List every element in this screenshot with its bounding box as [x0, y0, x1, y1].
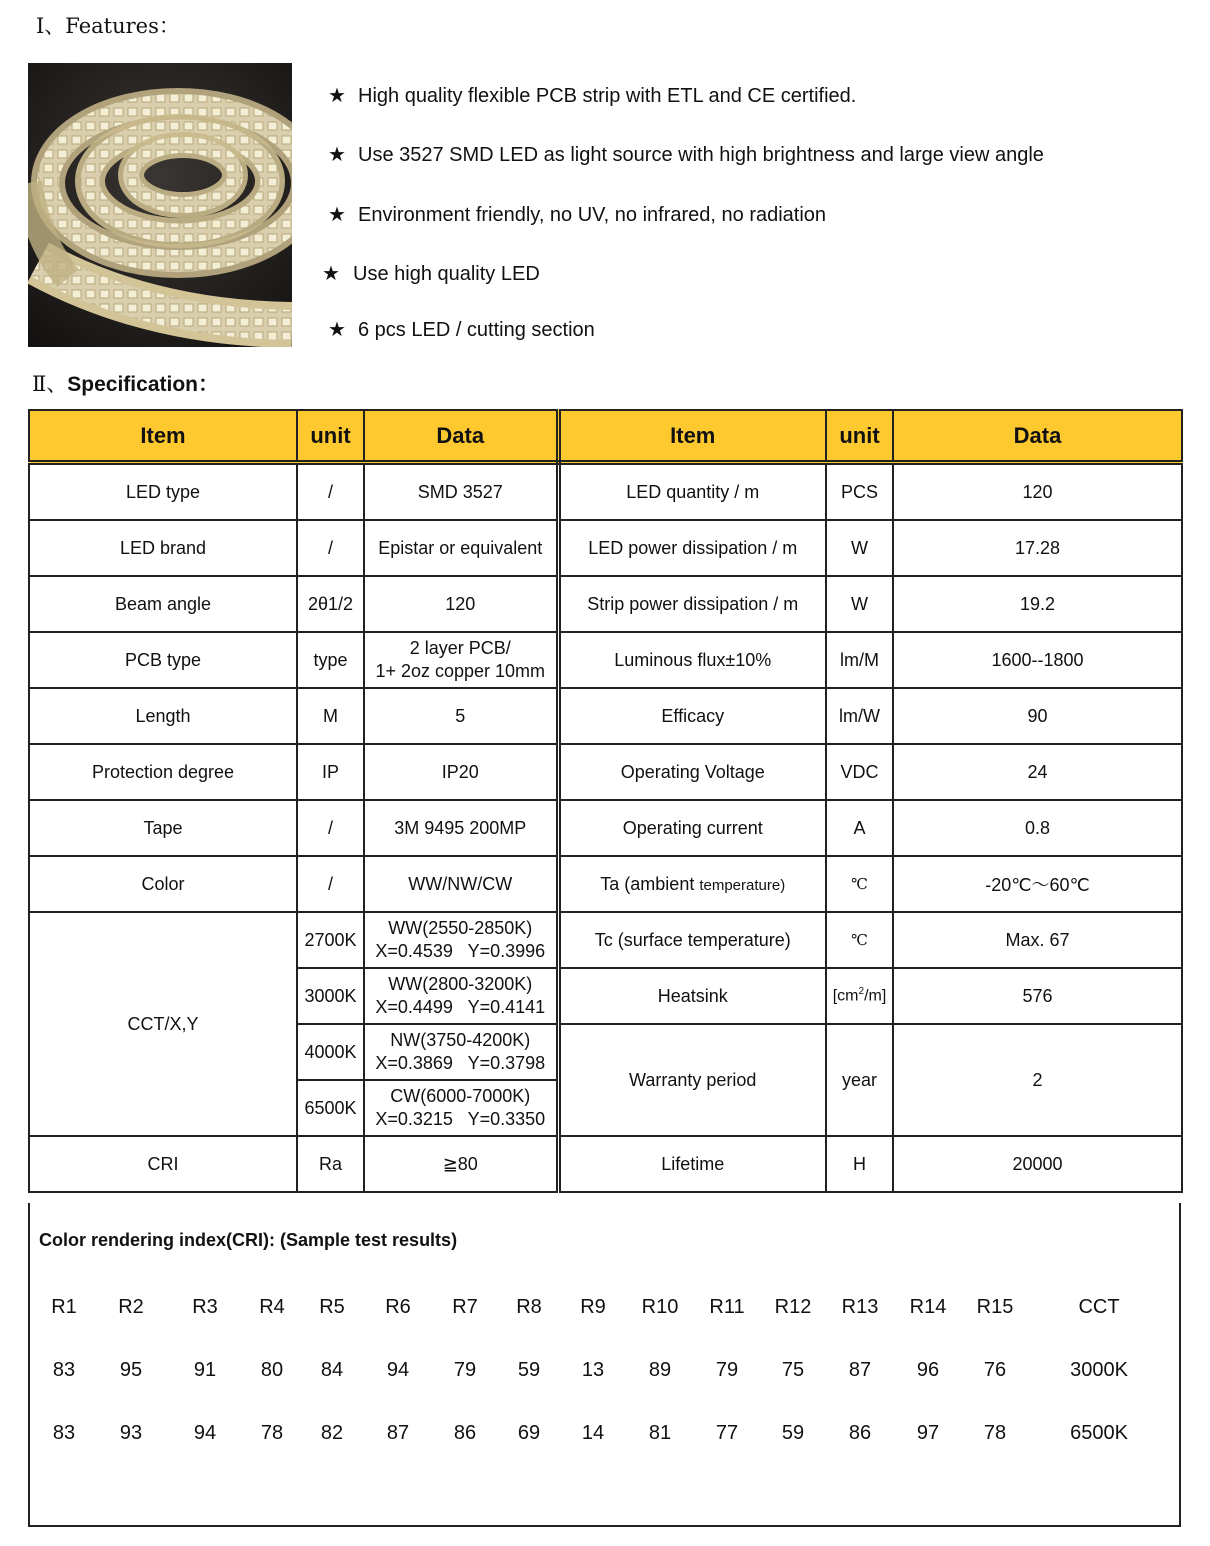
table-row — [29, 463, 1182, 521]
cell-unit: / — [297, 463, 364, 521]
cri-value-cell: 96 — [916, 1359, 940, 1381]
cell-data: 120 — [364, 576, 558, 632]
cell-item: PCB type — [29, 632, 297, 688]
cell-data-line: WW(2800-3200K) — [388, 974, 533, 994]
cri-value-cell: 89 — [648, 1359, 672, 1381]
feature-item — [328, 202, 826, 227]
cell-data: 5 — [364, 688, 558, 744]
cri-header-cell: R13 — [841, 1296, 879, 1318]
cri-value-cell: 13 — [581, 1359, 605, 1381]
cri-value-cell: 95 — [119, 1359, 143, 1381]
cell-data: 20000 — [893, 1136, 1182, 1192]
section-numeral: Ⅱ、 — [32, 372, 68, 396]
cell-unit: PCS — [826, 463, 893, 521]
section-title: Features： — [65, 14, 180, 38]
cell-unit: W — [826, 576, 893, 632]
unit-superscript: 2 — [858, 986, 865, 998]
cell-data: 24 — [893, 744, 1182, 800]
cri-header-cell: R5 — [319, 1296, 345, 1318]
cri-value-cell: 81 — [648, 1422, 672, 1444]
cell-data: 1600--1800 — [893, 632, 1182, 688]
unit-text: /m] — [864, 987, 887, 1005]
cell-item: LED quantity / m — [558, 463, 826, 521]
cell-unit: 3000K — [297, 968, 364, 1024]
cell-data — [364, 632, 558, 688]
cell-unit: H — [826, 1136, 893, 1192]
cell-unit: ℃ — [826, 912, 893, 968]
cell-data-line: X=0.4499 Y=0.4141 — [375, 997, 546, 1017]
cri-value-cell: 93 — [119, 1422, 143, 1444]
cell-unit: 6500K — [297, 1080, 364, 1136]
feature-item — [328, 83, 856, 108]
cri-header-cell: R7 — [452, 1296, 478, 1318]
cell-data: 576 — [893, 968, 1182, 1024]
cell-unit: 2θ1/2 — [297, 576, 364, 632]
cri-header-cell: CCT — [1078, 1296, 1120, 1318]
cell-unit: 4000K — [297, 1024, 364, 1080]
cell-item: Warranty period — [558, 1024, 826, 1136]
table-row — [29, 856, 1182, 912]
cell-data — [364, 968, 558, 1024]
cri-header-cell: R6 — [385, 1296, 411, 1318]
star-icon: ★ — [328, 319, 346, 341]
cri-value-cell: 83 — [52, 1422, 76, 1444]
cell-data-line: CW(6000-7000K) — [390, 1086, 531, 1106]
table-header-row — [29, 410, 1182, 463]
cri-value-cell: 6500K — [1070, 1422, 1128, 1444]
cell-data: 0.8 — [893, 800, 1182, 856]
cell-data: WW/NW/CW — [364, 856, 558, 912]
cri-header-cell: R10 — [641, 1296, 679, 1318]
feature-item — [322, 261, 540, 286]
cri-value-cell: 94 — [386, 1359, 410, 1381]
cri-value-cell: 87 — [386, 1422, 410, 1444]
cell-item: LED brand — [29, 520, 297, 576]
header-unit: unit — [297, 410, 364, 463]
cell-item: Tape — [29, 800, 297, 856]
cell-item: Luminous flux±10% — [558, 632, 826, 688]
header-item: Item — [558, 410, 826, 463]
led-strip-photo — [28, 63, 292, 347]
cell-data-line: X=0.4539 Y=0.3996 — [375, 941, 546, 961]
cri-value-cell: 97 — [916, 1422, 940, 1444]
cell-data — [364, 1024, 558, 1080]
cell-data: 90 — [893, 688, 1182, 744]
table-row — [29, 1136, 1182, 1192]
cri-value-cell: 94 — [193, 1422, 217, 1444]
table-row — [29, 520, 1182, 576]
header-data: Data — [893, 410, 1182, 463]
star-icon: ★ — [328, 144, 346, 166]
table-row — [29, 800, 1182, 856]
header-data: Data — [364, 410, 558, 463]
cell-data: ≧80 — [364, 1136, 558, 1192]
cri-value-cell: 86 — [848, 1422, 872, 1444]
cri-value-cell: 75 — [781, 1359, 805, 1381]
cri-value-cell: 91 — [193, 1359, 217, 1381]
cell-unit: year — [826, 1024, 893, 1136]
feature-item — [328, 142, 1044, 167]
cell-data-line: X=0.3869 Y=0.3798 — [375, 1053, 546, 1073]
cell-data: 2 — [893, 1024, 1182, 1136]
cell-item-text: Ta (ambient — [600, 873, 700, 894]
cri-value-cell: 82 — [320, 1422, 344, 1444]
cell-item: LED type — [29, 463, 297, 521]
feature-item — [328, 317, 595, 342]
cri-header-cell: R15 — [976, 1296, 1014, 1318]
cri-header-cell: R3 — [192, 1296, 218, 1318]
cell-data-line: NW(3750-4200K) — [390, 1030, 531, 1050]
cell-unit: IP — [297, 744, 364, 800]
cell-item: Heatsink — [558, 968, 826, 1024]
cell-item-small-text: temperature) — [699, 876, 786, 894]
cell-data: 19.2 — [893, 576, 1182, 632]
header-unit: unit — [826, 410, 893, 463]
cell-data: 17.28 — [893, 520, 1182, 576]
cell-data: 120 — [893, 463, 1182, 521]
cell-item: Protection degree — [29, 744, 297, 800]
cell-item: Tc (surface temperature) — [558, 912, 826, 968]
cell-data: SMD 3527 — [364, 463, 558, 521]
cri-value-cell: 79 — [453, 1359, 477, 1381]
cell-unit: Ra — [297, 1136, 364, 1192]
cell-data: 3M 9495 200MP — [364, 800, 558, 856]
unit-text: [cm — [832, 987, 859, 1005]
cell-unit: / — [297, 520, 364, 576]
feature-text: High quality flexible PCB strip with ETL and CE certified. — [358, 85, 857, 107]
star-icon: ★ — [322, 263, 340, 285]
cell-item: Strip power dissipation / m — [558, 576, 826, 632]
specification-table — [28, 409, 1183, 1193]
cri-value-cell: 76 — [983, 1359, 1007, 1381]
cri-value-cell: 59 — [517, 1359, 541, 1381]
cell-data: IP20 — [364, 744, 558, 800]
cell-data: Max. 67 — [893, 912, 1182, 968]
cell-item: Operating Voltage — [558, 744, 826, 800]
cell-item: Beam angle — [29, 576, 297, 632]
cri-value-cell: 84 — [320, 1359, 344, 1381]
feature-text: Use 3527 SMD LED as light source with high brightness and large view angle — [358, 144, 1044, 166]
cri-value-cell: 59 — [781, 1422, 805, 1444]
cell-data-line: 2 layer PCB/ — [409, 638, 511, 658]
cell-unit: 2700K — [297, 912, 364, 968]
cri-results-box — [28, 1203, 1181, 1527]
section-features-heading — [36, 10, 180, 40]
cell-item — [558, 856, 826, 912]
cell-data: -20℃～60℃ — [893, 856, 1182, 912]
cell-unit: / — [297, 856, 364, 912]
section-title: Specification： — [67, 373, 219, 396]
cell-item: Operating current — [558, 800, 826, 856]
cell-unit: W — [826, 520, 893, 576]
cell-unit: type — [297, 632, 364, 688]
cell-unit — [826, 968, 893, 1024]
cri-header-cell: R2 — [118, 1296, 144, 1318]
cell-data-line: WW(2550-2850K) — [388, 918, 533, 938]
cell-item: Color — [29, 856, 297, 912]
cri-header-cell: R14 — [909, 1296, 947, 1318]
table-row — [29, 688, 1182, 744]
cri-title: Color rendering index(CRI): (Sample test results) — [39, 1230, 458, 1250]
cri-header-cell: R12 — [774, 1296, 812, 1318]
cell-unit: ℃ — [826, 856, 893, 912]
table-row — [29, 632, 1182, 688]
cri-header-cell: R1 — [51, 1296, 77, 1318]
cri-value-cell: 3000K — [1070, 1359, 1128, 1381]
cri-header-cell: R4 — [259, 1296, 285, 1318]
section-numeral: Ⅰ、 — [36, 14, 66, 38]
table-row — [29, 744, 1182, 800]
header-item: Item — [29, 410, 297, 463]
cell-data — [364, 1080, 558, 1136]
cell-unit: M — [297, 688, 364, 744]
cri-value-cell: 87 — [848, 1359, 872, 1381]
star-icon: ★ — [328, 85, 346, 107]
cell-item: LED power dissipation / m — [558, 520, 826, 576]
feature-text: Environment friendly, no UV, no infrared, no radiation — [358, 204, 827, 226]
cell-item: Lifetime — [558, 1136, 826, 1192]
table-row — [29, 576, 1182, 632]
feature-text: 6 pcs LED / cutting section — [358, 319, 595, 341]
section-specification-heading — [32, 368, 219, 398]
cri-value-cell: 78 — [983, 1422, 1007, 1444]
cri-header-cell: R11 — [709, 1296, 745, 1318]
cell-unit: lm/M — [826, 632, 893, 688]
cell-item: Efficacy — [558, 688, 826, 744]
cri-header-cell: R9 — [580, 1296, 606, 1318]
cri-value-cell: 77 — [715, 1422, 739, 1444]
feature-text: Use high quality LED — [353, 263, 540, 285]
star-icon: ★ — [328, 204, 346, 226]
cell-unit: lm/W — [826, 688, 893, 744]
table-row — [29, 912, 1182, 968]
cell-data: Epistar or equivalent — [364, 520, 558, 576]
cell-unit: VDC — [826, 744, 893, 800]
cri-value-cell: 83 — [52, 1359, 76, 1381]
cri-value-cell: 78 — [260, 1422, 284, 1444]
cell-item: CCT/X,Y — [29, 912, 297, 1136]
cell-data-line: 1+ 2oz copper 10mm — [375, 661, 546, 681]
cell-item: CRI — [29, 1136, 297, 1192]
cell-unit: / — [297, 800, 364, 856]
cri-value-cell: 69 — [517, 1422, 541, 1444]
cell-item: Length — [29, 688, 297, 744]
cell-data-line: X=0.3215 Y=0.3350 — [375, 1109, 546, 1129]
cell-unit: A — [826, 800, 893, 856]
cri-value-cell: 80 — [260, 1359, 284, 1381]
cri-value-cell: 79 — [715, 1359, 739, 1381]
cri-header-cell: R8 — [516, 1296, 542, 1318]
cri-value-cell: 86 — [453, 1422, 477, 1444]
cell-data — [364, 912, 558, 968]
cri-value-cell: 14 — [581, 1422, 605, 1444]
